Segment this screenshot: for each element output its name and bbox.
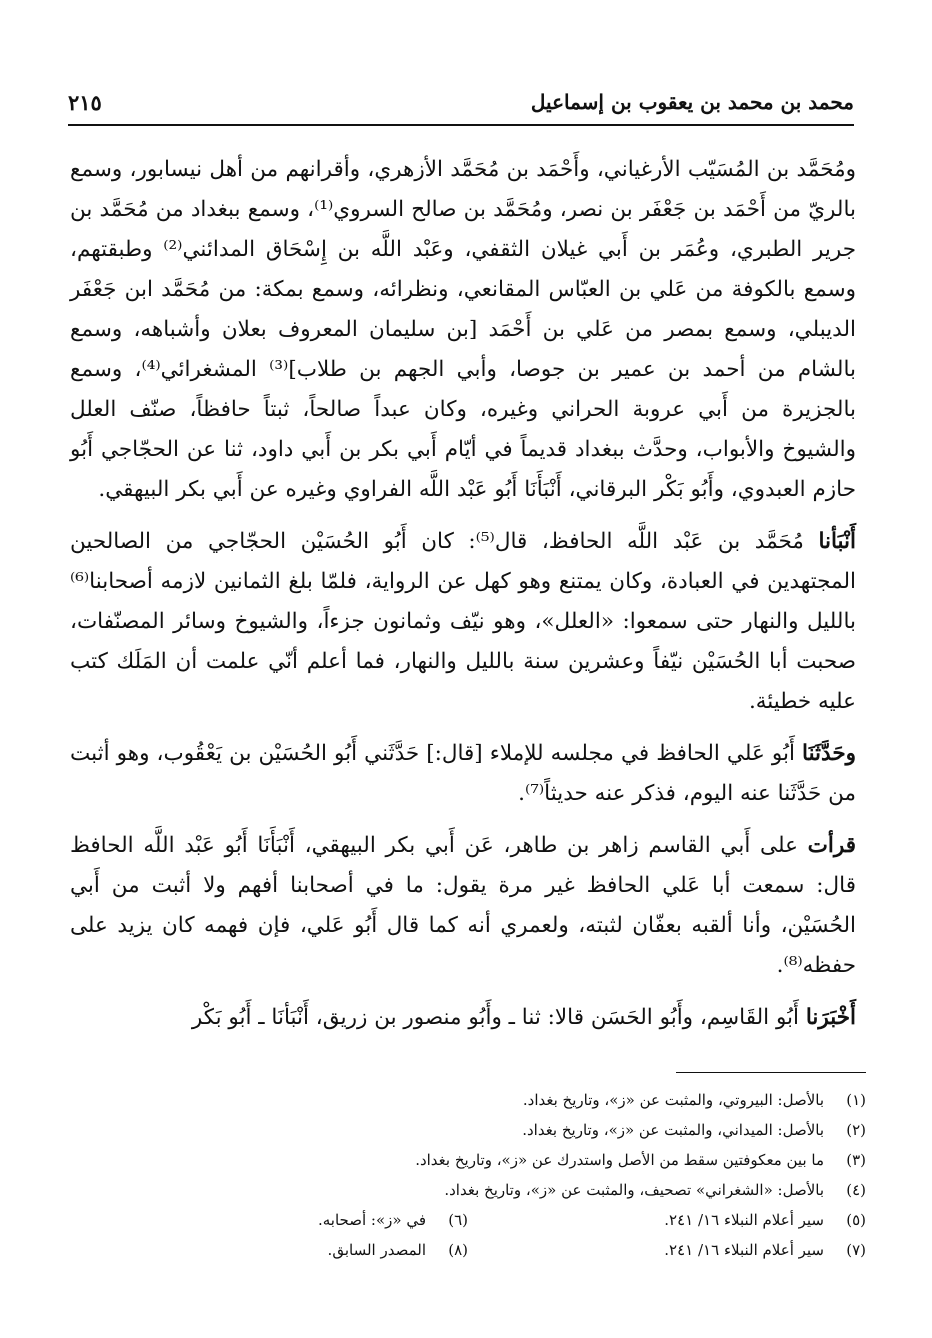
header-title: محمد بن محمد بن يعقوب بن إسماعيل	[530, 90, 854, 114]
header-rule	[68, 124, 854, 126]
footnote-number: (٨)	[448, 1241, 468, 1259]
paragraph	[70, 826, 856, 986]
paragraph-text: أَبُو عَلي الحافظ في مجلسه للإملاء [قال:] حَدَّثَني أَبُو الحُسَيْن بن يَعْقُوب، وهو أثبت من حَدَّثَنا عنه اليوم، فذكر عنه حديثاً⁽⁷⁾.	[70, 741, 856, 806]
footnote	[70, 1205, 468, 1235]
paragraph	[70, 998, 856, 1038]
footnote	[70, 1235, 468, 1265]
footnote-text: بالأصل: الميداني، والمثبت عن «ز»، وتاريخ بغداد.	[522, 1121, 824, 1139]
footnote-pair	[70, 1235, 866, 1265]
footnote-number: (٣)	[846, 1151, 866, 1169]
footnote-text: سير أعلام النبلاء ١٦/ ٢٤١.	[664, 1211, 824, 1229]
main-text	[70, 150, 856, 1050]
footnote	[468, 1205, 866, 1235]
footnote	[70, 1175, 866, 1205]
footnote-text: بالأصل: «الشغراني» تصحيف، والمثبت عن «ز»، وتاريخ بغداد.	[444, 1181, 824, 1199]
footnote	[70, 1115, 866, 1145]
footnote-pair	[70, 1205, 866, 1235]
paragraph-lead: قرأت	[807, 833, 856, 858]
footnote-text: ما بين معكوفتين سقط من الأصل واستدرك عن «ز»، وتاريخ بغداد.	[415, 1151, 824, 1169]
paragraph-text: على أَبي القاسم زاهر بن طاهر، عَن أَبي بكر البيهقي، أَنْبَأَنَا أَبُو عَبْد اللَّه الحافظ قال: سمعت أبا عَلي الحافظ غير مرة يقول: ما في أصحابنا أفهم ولا أثبت من أَبي الحُسَيْن، وأنا ألقبه بعفّان لثبته، ولعمري أنه كما قال أَبُو عَلي، فإن فهمه كان يزيد على حفظه⁽⁸⁾.	[70, 833, 856, 978]
paragraph	[70, 734, 856, 814]
paragraph-text: ومُحَمَّد بن المُسَيّب الأرغياني، وأَحْمَد بن مُحَمَّد الأزهري، وأقرانهم من أهل نيسابور، وسمع بالريّ من أَحْمَد بن جَعْفَر بن نصر، ومُحَمَّد بن صالح السروي⁽¹⁾، وسمع ببغداد من مُحَمَّد بن جرير الطبري، وعُمَر بن أَبي غيلان الثقفي، وعَبْد اللَّه بن إِسْحَاق المدائني⁽²⁾ وطبقتهم، وسمع بالكوفة من عَلي بن العبّاس المقانعي، ونظرائه، وسمع بمكة: من مُحَمَّد ابن جَعْفَر الديبلي، وسمع بمصر من عَلي بن أَحْمَد [بن سليمان المعروف بعلان وأشباهه، وسمع بالشام من أحمد بن عمير بن جوصا، وأبي الجهم بن طلاب]⁽³⁾ المشغرائي⁽⁴⁾، وسمع بالجزيرة من أَبي عروبة الحراني وغيره، وكان عبداً صالحاً، ثبتاً حافظاً، صنّف العلل والشيوخ والأبواب، وحدَّث ببغداد قديماً في أيّام أَبي بكر بن أَبي داود، ثنا عن الحجّاجي أَبُو حازم العبدوي، وأَبُو بَكْر البرقاني، أَنْبَأَنَا أَبُو عَبْد اللَّه الفراوي وغيره عن أَبي بكر البيهقي.	[70, 157, 856, 502]
footnote-rule	[676, 1072, 866, 1073]
footnote-number: (٤)	[846, 1181, 866, 1199]
footnotes	[70, 1085, 866, 1265]
footnote-text: في «ز»: أصحابه.	[317, 1211, 426, 1229]
footnote-number: (١)	[846, 1091, 866, 1109]
paragraph-lead: أَخْبَرَنا	[805, 1005, 856, 1030]
footnote-text: المصدر السابق.	[327, 1241, 426, 1259]
footnote-number: (٦)	[448, 1211, 468, 1229]
paragraph	[70, 150, 856, 510]
paragraph-text: مُحَمَّد بن عَبْد اللَّه الحافظ، قال⁽⁵⁾: كان أَبُو الحُسَيْن الحجّاجي من الصالحين المجتهدين في العبادة، وكان يمتنع وهو كهل عن الرواية، فلمّا بلغ الثمانين لازمه أصحابنا⁽⁶⁾ بالليل والنهار حتى سمعوا: «العلل»، وهو نيّف وثمانون جزءاً، والشيوخ وسائر المصنّفات، صحبت أبا الحُسَيْن نيّفاً وعشرين سنة بالليل والنهار، فما أعلم أنّي علمت أن المَلَك كتب عليه خطيئة.	[70, 529, 856, 714]
page-number: ٢١٥	[68, 89, 102, 115]
footnote-number: (٢)	[846, 1121, 866, 1139]
footnote-number: (٧)	[846, 1241, 866, 1259]
footnote	[70, 1145, 866, 1175]
paragraph-lead: وحَدَّثَنَا	[802, 741, 856, 766]
footnote-text: سير أعلام النبلاء ١٦/ ٢٤١.	[664, 1241, 824, 1259]
paragraph	[70, 522, 856, 722]
footnote	[468, 1235, 866, 1265]
paragraph-text: أَبُو القَاسِم، وأَبُو الحَسَن قالا: ثنا ـ وأَبُو منصور بن زريق، أَنْبَأنَا ـ أَبُو بَكْر	[191, 1005, 806, 1030]
footnote	[70, 1085, 866, 1115]
paragraph-lead: أَنْبَأنا	[818, 529, 856, 554]
footnote-text: بالأصل: البيروتي، والمثبت عن «ز»، وتاريخ بغداد.	[522, 1091, 824, 1109]
footnote-number: (٥)	[846, 1211, 866, 1229]
running-header	[68, 82, 854, 122]
